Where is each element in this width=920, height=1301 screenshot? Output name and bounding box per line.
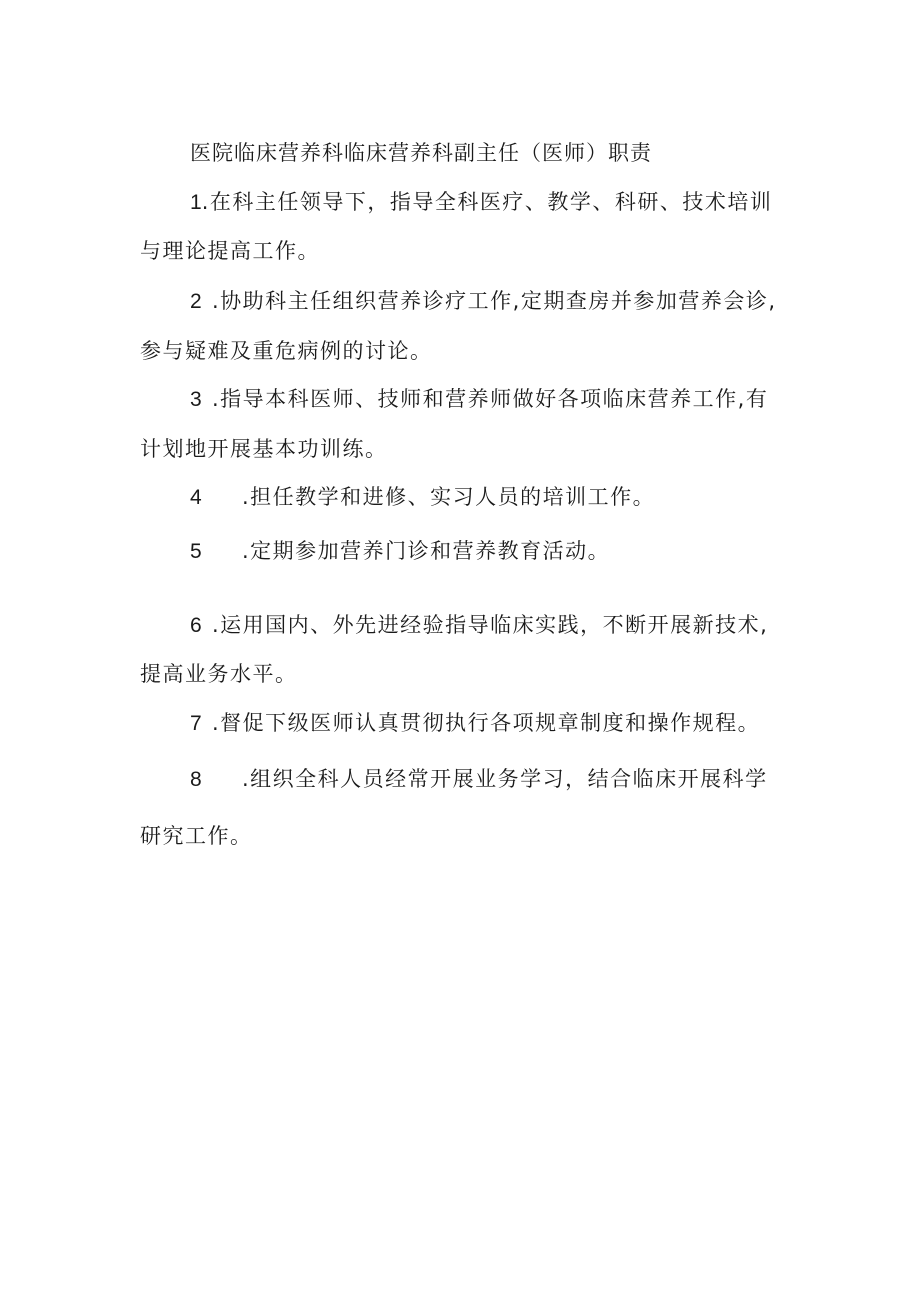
item-number: 1 — [190, 191, 202, 214]
duty-item-4 — [190, 482, 655, 513]
duty-item-5 — [190, 536, 610, 567]
duty-item-1 — [190, 187, 772, 218]
item-text: .组织全科人员经常开展业务学习，结合临床开展科学 — [242, 767, 768, 791]
item-text: .担任教学和进修、实习人员的培训工作。 — [242, 485, 656, 509]
duty-item-6-continuation: 提高业务水平。 — [140, 662, 298, 686]
item-text: .定期参加营养门诊和营养教育活动。 — [242, 539, 611, 563]
duty-item-6 — [190, 610, 768, 641]
item-number: 8 — [190, 768, 202, 791]
duty-item-2-continuation: 参与疑难及重危病例的讨论。 — [140, 339, 433, 363]
item-text: .协助科主任组织营养诊疗工作,定期查房并参加营养会诊, — [212, 289, 777, 313]
item-number: 7 — [190, 712, 202, 735]
duty-item-3-continuation: 计划地开展基本功训练。 — [140, 437, 388, 461]
duty-item-1-continuation: 与理论提高工作。 — [140, 239, 320, 263]
item-text: .运用国内、外先进经验指导临床实践，不断开展新技术, — [212, 613, 769, 637]
item-text: .督促下级医师认真贯彻执行各项规章制度和操作规程。 — [212, 711, 761, 735]
document-title: 医院临床营养科临床营养科副主任（医师）职责 — [190, 141, 652, 165]
item-number: 6 — [190, 614, 202, 637]
duty-item-8-continuation: 研究工作。 — [140, 824, 253, 848]
item-text: .指导本科医师、技师和营养师做好各项临床营养工作,有 — [212, 387, 769, 411]
item-number: 5 — [190, 540, 202, 563]
item-number: 2 — [190, 290, 202, 313]
item-number: 3 — [190, 388, 202, 411]
duty-item-7 — [190, 708, 760, 739]
duty-item-2 — [190, 286, 777, 317]
duty-item-8 — [190, 764, 768, 795]
item-text: .在科主任领导下，指导全科医疗、教学、科研、技术培训 — [201, 190, 773, 214]
duty-item-3 — [190, 384, 768, 415]
item-number: 4 — [190, 486, 202, 509]
